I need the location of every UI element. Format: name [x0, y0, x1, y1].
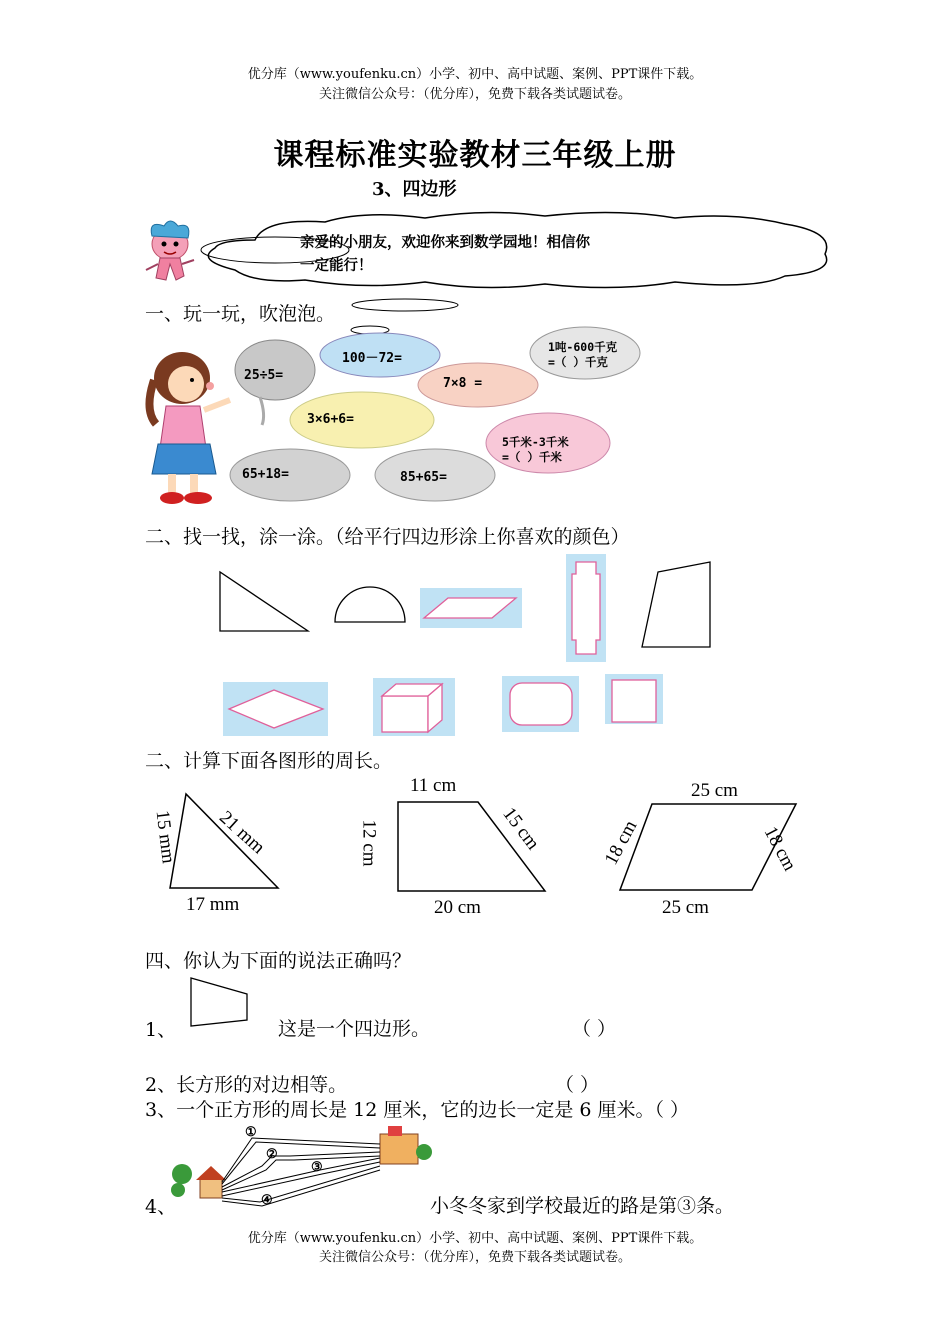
section-3-heading: 二、计算下面各图形的周长。 [145, 750, 393, 772]
header-line-2: 关注微信公众号：（优分库），免费下载各类试题试卷。 [318, 87, 631, 102]
bubble-8: 85+65= [400, 470, 447, 485]
bubble-6b: =（ ）千米 [502, 450, 562, 464]
route-label-1: ① [245, 1125, 257, 1140]
bubble-2: 100－72= [342, 351, 402, 366]
tri-left-label: 15 mm [151, 809, 179, 865]
q4-number: 4、 [145, 1196, 177, 1218]
q1-text: 这是一个四边形。 [278, 1018, 431, 1040]
trap-bottom-label: 20 cm [434, 897, 481, 918]
bubble-4: 7×8 = [443, 376, 483, 391]
q1-number: 1、 [145, 1019, 177, 1041]
q4-text: 小冬冬家到学校最近的路是第③条。 [430, 1195, 735, 1217]
page-title: 课程标准实验教材三年级上册 [273, 138, 677, 173]
greeting-line-1: 亲爱的小朋友，欢迎你来到数学园地！相信你 [300, 235, 590, 251]
route-map [170, 1122, 435, 1212]
trap-slant-label: 15 cm [498, 803, 544, 854]
bubble-3b: =（ ）千克 [548, 355, 608, 369]
para-left-label: 18 cm [600, 817, 642, 869]
para-bottom-label: 25 cm [662, 897, 709, 918]
q2-answer-paren[interactable]: （ ） [555, 1074, 600, 1096]
para-right-label: 18 cm [759, 823, 801, 875]
para-top-label: 25 cm [691, 780, 738, 801]
page-subtitle: 3、四边形 [372, 179, 457, 200]
bubble-5: 3×6+6= [307, 412, 354, 427]
bubble-1: 25÷5= [244, 368, 284, 383]
header-line-1: 优分库（www.youfenku.cn）小学、初中、高中试题、案例、PPT课件下载。 [247, 67, 703, 82]
shapes-to-color [0, 550, 950, 740]
bubble-3a: 1吨-600千克 [548, 340, 618, 354]
trap-left-label: 12 cm [358, 819, 380, 867]
section-4-heading: 四、你认为下面的说法正确吗？ [145, 950, 412, 972]
tri-hyp-label: 21 mm [215, 806, 269, 859]
route-label-3: ③ [311, 1160, 323, 1175]
q2-text: 2、长方形的对边相等。 [145, 1074, 348, 1096]
section-1-heading: 一、玩一玩，吹泡泡。 [145, 303, 336, 325]
trap-top-label: 11 cm [410, 775, 457, 796]
girl-illustration [140, 340, 230, 510]
footer-line-1: 优分库（www.youfenku.cn）小学、初中、高中试题、案例、PPT课件下载。 [247, 1231, 703, 1246]
mascot-illustration [140, 218, 200, 290]
q1-answer-paren[interactable]: （ ） [572, 1018, 617, 1040]
q1-trapezoid-figure [185, 976, 255, 1031]
tri-bottom-label: 17 mm [186, 894, 240, 915]
q3-text: 3、一个正方形的周长是 12 厘米，它的边长一定是 6 厘米。（ ） [145, 1099, 690, 1121]
bubble-7: 65+18= [242, 467, 289, 482]
footer-line-2: 关注微信公众号：（优分库），免费下载各类试题试卷。 [318, 1250, 631, 1265]
route-label-2: ② [266, 1147, 278, 1162]
bubble-6a: 5千米-3千米 [502, 435, 569, 449]
greeting-line-2: 一定能行！ [300, 258, 373, 274]
section-2-heading: 二、找一找，涂一涂。（给平行四边形涂上你喜欢的颜色） [145, 526, 630, 548]
route-label-4: ④ [261, 1193, 273, 1208]
